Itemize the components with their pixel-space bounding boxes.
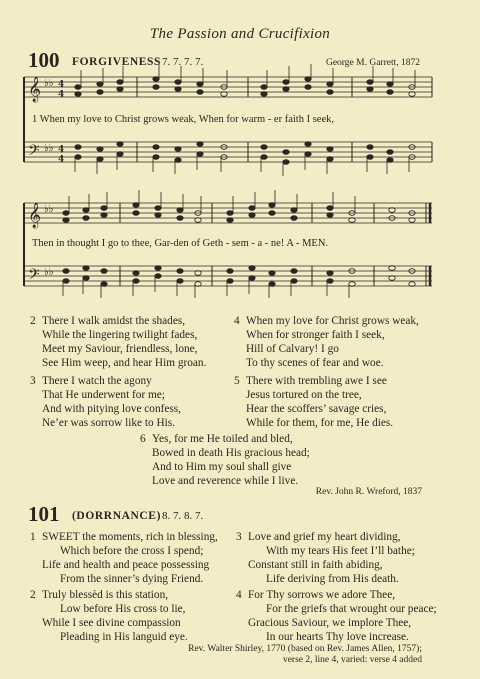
svg-text:4: 4: [58, 90, 65, 100]
meter-hymn-100: 7. 7. 7. 7.: [162, 56, 204, 68]
lyric-line-2: Then in thought I go to thee, Gar-den of Geth - sem - a - ne! A - MEN.: [32, 238, 329, 249]
verse-6: 6 Yes, for me He toiled and bled, Bowed in death His gracious head; And to Him my soul shall give Love and reverence while I live.: [140, 433, 310, 487]
page-title: The Passion and Crucifixion: [149, 26, 331, 42]
hymn-number-100: 100: [28, 48, 60, 72]
verse-2: 2 There I walk amidst the shades, While the lingering twilight fades, Meet my Saviour, friendless, lone, See Him weep, and hear Him groan.: [30, 315, 207, 369]
composer-credit: George M. Garrett, 1872: [325, 58, 420, 68]
verse-101-4: 4 For Thy sorrows we adore Thee, For the griefs that wrought our peace; Gracious Saviour, we implore Thee, In our hearts Thy love increase.: [236, 589, 437, 643]
verse-4: 4 When my love for Christ grows weak, When for stronger faith I seek, Hill of Calvary! I go To thy scenes of fear and woe.: [234, 315, 419, 369]
svg-text:♭♭: ♭♭: [44, 143, 54, 154]
svg-text:4: 4: [58, 80, 65, 90]
bass-clef-icon: 𝄢: [28, 142, 40, 163]
treble-clef-icon-2: 𝄞: [28, 203, 42, 228]
hymn-number-101: 101: [28, 502, 60, 526]
svg-text:4: 4: [58, 155, 65, 165]
svg-text:♭♭: ♭♭: [44, 267, 54, 278]
treble-clef-icon: 𝄞: [28, 77, 42, 102]
svg-text:♭♭: ♭♭: [44, 78, 54, 89]
author-credit-101-line2: verse 2, line 4, varied: verse 4 added: [282, 655, 422, 665]
svg-text:4: 4: [58, 145, 65, 155]
music-notation: [0, 0, 480, 310]
verse-101-2: 2 Truly blessèd is this station, Low before His cross to lie, While I see divine compassion Pleading in His languid eye.: [30, 589, 188, 643]
author-credit-101-line1: Rev. Walter Shirley, 1770 (based on Rev. James Allen, 1757);: [188, 644, 422, 654]
verse-101-3: 3 Love and grief my heart dividing, With my tears His feet I’ll bathe; Constant still in faith abiding, Life deriving from His death.: [236, 531, 415, 585]
tune-name-dorrnance: (DORRNANCE): [72, 510, 162, 522]
tune-name-forgiveness: FORGIVENESS: [72, 56, 162, 68]
author-credit-100: Rev. John R. Wreford, 1837: [315, 487, 422, 497]
verse-5: 5 There with trembling awe I see Jesus tortured on the tree, Hear the scoffers’ savage cries, While for them, for me, He dies.: [234, 375, 394, 429]
svg-text:♭♭: ♭♭: [44, 204, 54, 215]
verse-101-1: 1 SWEET the moments, rich in blessing, Which before the cross I spend; Life and health and peace possessing From the sinner’s dying Friend.: [30, 531, 218, 585]
verse-3: 3 There I watch the agony That He underwent for me; And with pitying love confess, Ne’er was sorrow like to His.: [30, 375, 181, 429]
bass-clef-icon-2: 𝄢: [28, 266, 40, 287]
lyric-line-1: 1 When my love to Christ grows weak, When for warm - er faith I seek,: [32, 114, 334, 125]
meter-hymn-101: 8. 7. 8. 7.: [162, 510, 204, 522]
